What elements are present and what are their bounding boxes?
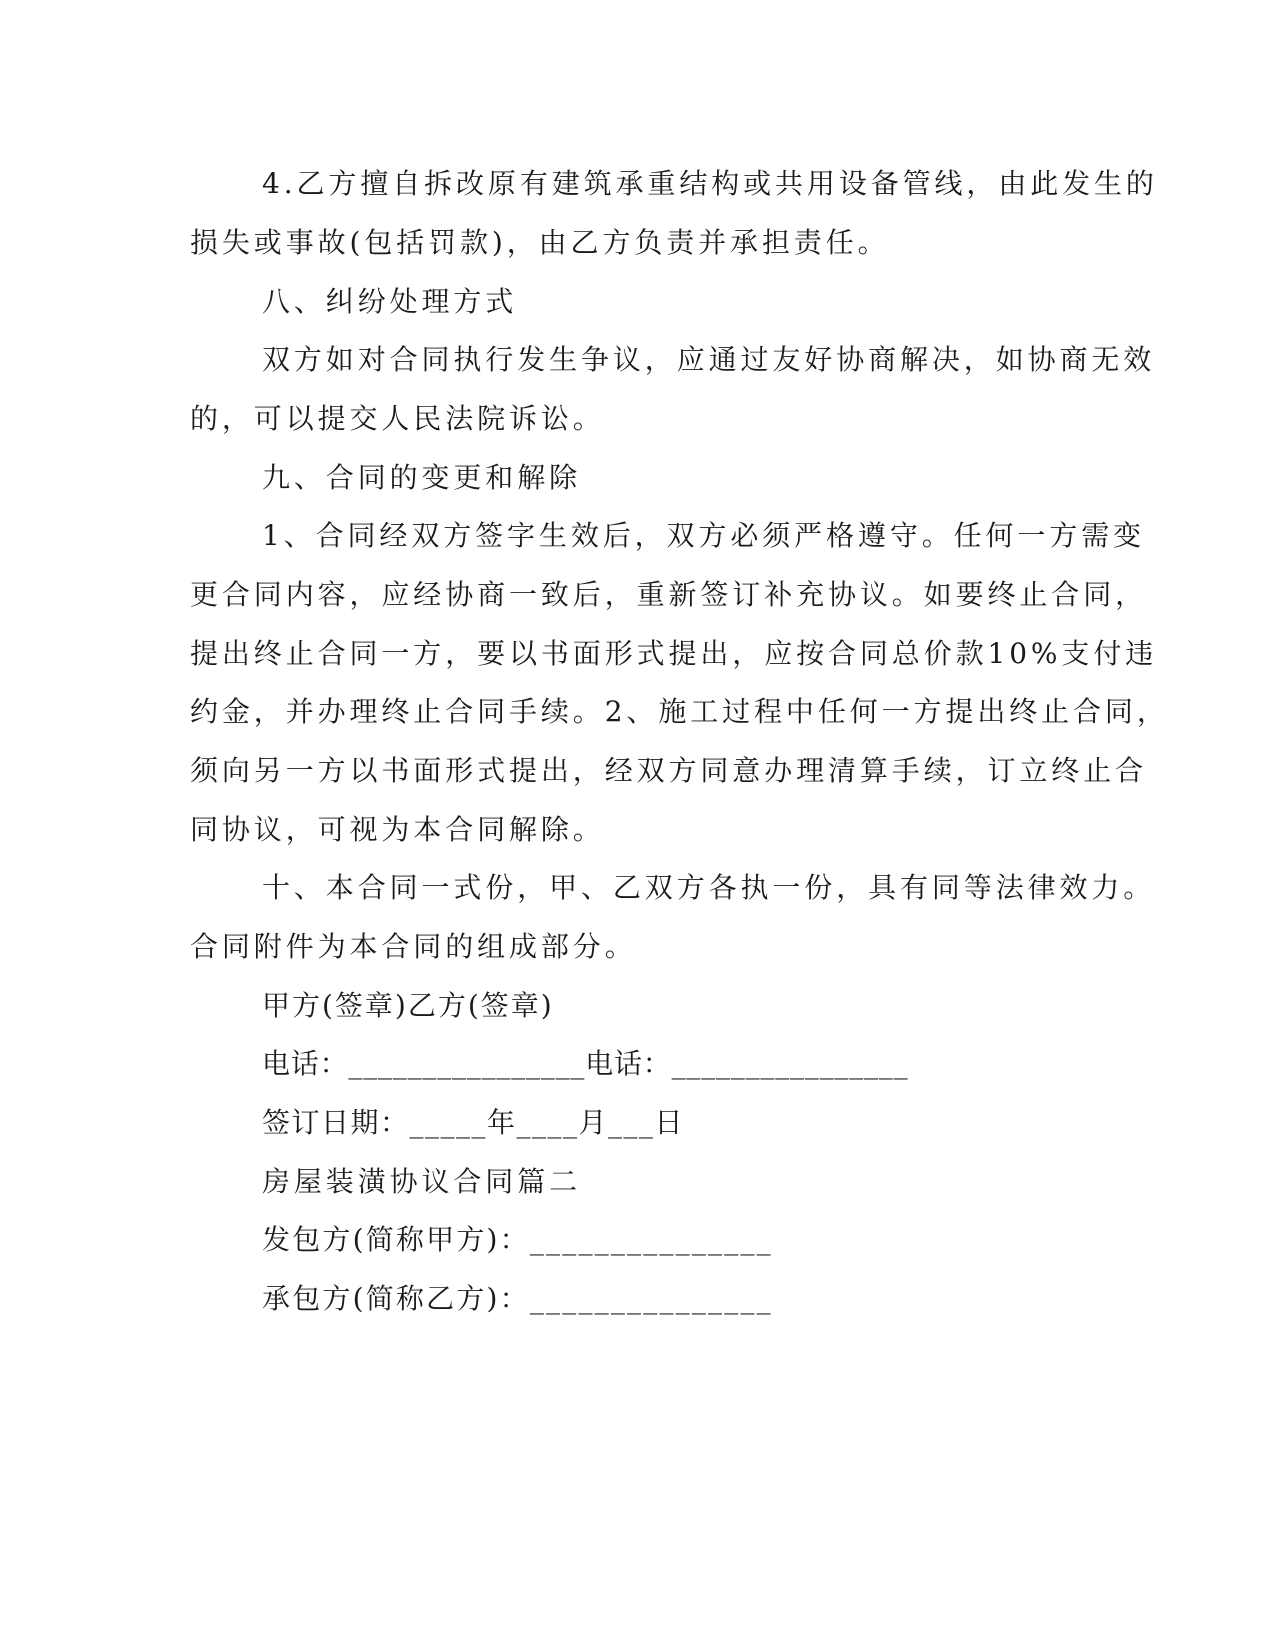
contractor-line: 承包方(简称乙方)：_______________ — [262, 1282, 773, 1315]
disputes-line-1: 双方如对合同执行发生争议，应通过友好协商解决，如协商无效 — [262, 343, 1156, 376]
copies-line-2: 合同附件为本合同的组成部分。 — [190, 930, 637, 963]
copies-line-1: 十、本合同一式份，甲、乙双方各执一份，具有同等法律效力。 — [262, 871, 1156, 904]
amendment-line-1: 1、合同经双方签字生效后，双方必须严格遵守。任何一方需变 — [262, 519, 1146, 552]
section-heading-amendment: 九、合同的变更和解除 — [262, 461, 582, 494]
amendment-line-5: 须向另一方以书面形式提出，经双方同意办理清算手续，订立终止合 — [190, 754, 1148, 787]
clause-4-line-1: 4.乙方擅自拆改原有建筑承重结构或共用设备管线，由此发生的 — [262, 167, 1158, 200]
clause-4-line-2: 损失或事故(包括罚款)，由乙方负责并承担责任。 — [190, 226, 890, 259]
section-title-part-two: 房屋装潢协议合同篇二 — [262, 1165, 582, 1198]
amendment-line-2: 更合同内容，应经协商一致后，重新签订补充协议。如要终止合同， — [190, 578, 1148, 611]
phone-line: 电话：________________电话：________________ — [262, 1047, 909, 1080]
sign-date-line: 签订日期：_____年____月___日 — [262, 1106, 685, 1139]
amendment-line-3: 提出终止合同一方，要以书面形式提出，应按合同总价款10%支付违 — [190, 637, 1158, 670]
amendment-line-6: 同协议，可视为本合同解除。 — [190, 813, 605, 846]
disputes-line-2: 的，可以提交人民法院诉讼。 — [190, 402, 605, 435]
amendment-line-4: 约金，并办理终止合同手续。2、施工过程中任何一方提出终止合同， — [190, 695, 1169, 728]
signature-line: 甲方(签章)乙方(签章) — [262, 989, 554, 1022]
section-heading-disputes: 八、纠纷处理方式 — [262, 285, 518, 318]
employer-line: 发包方(简称甲方)：_______________ — [262, 1223, 773, 1256]
